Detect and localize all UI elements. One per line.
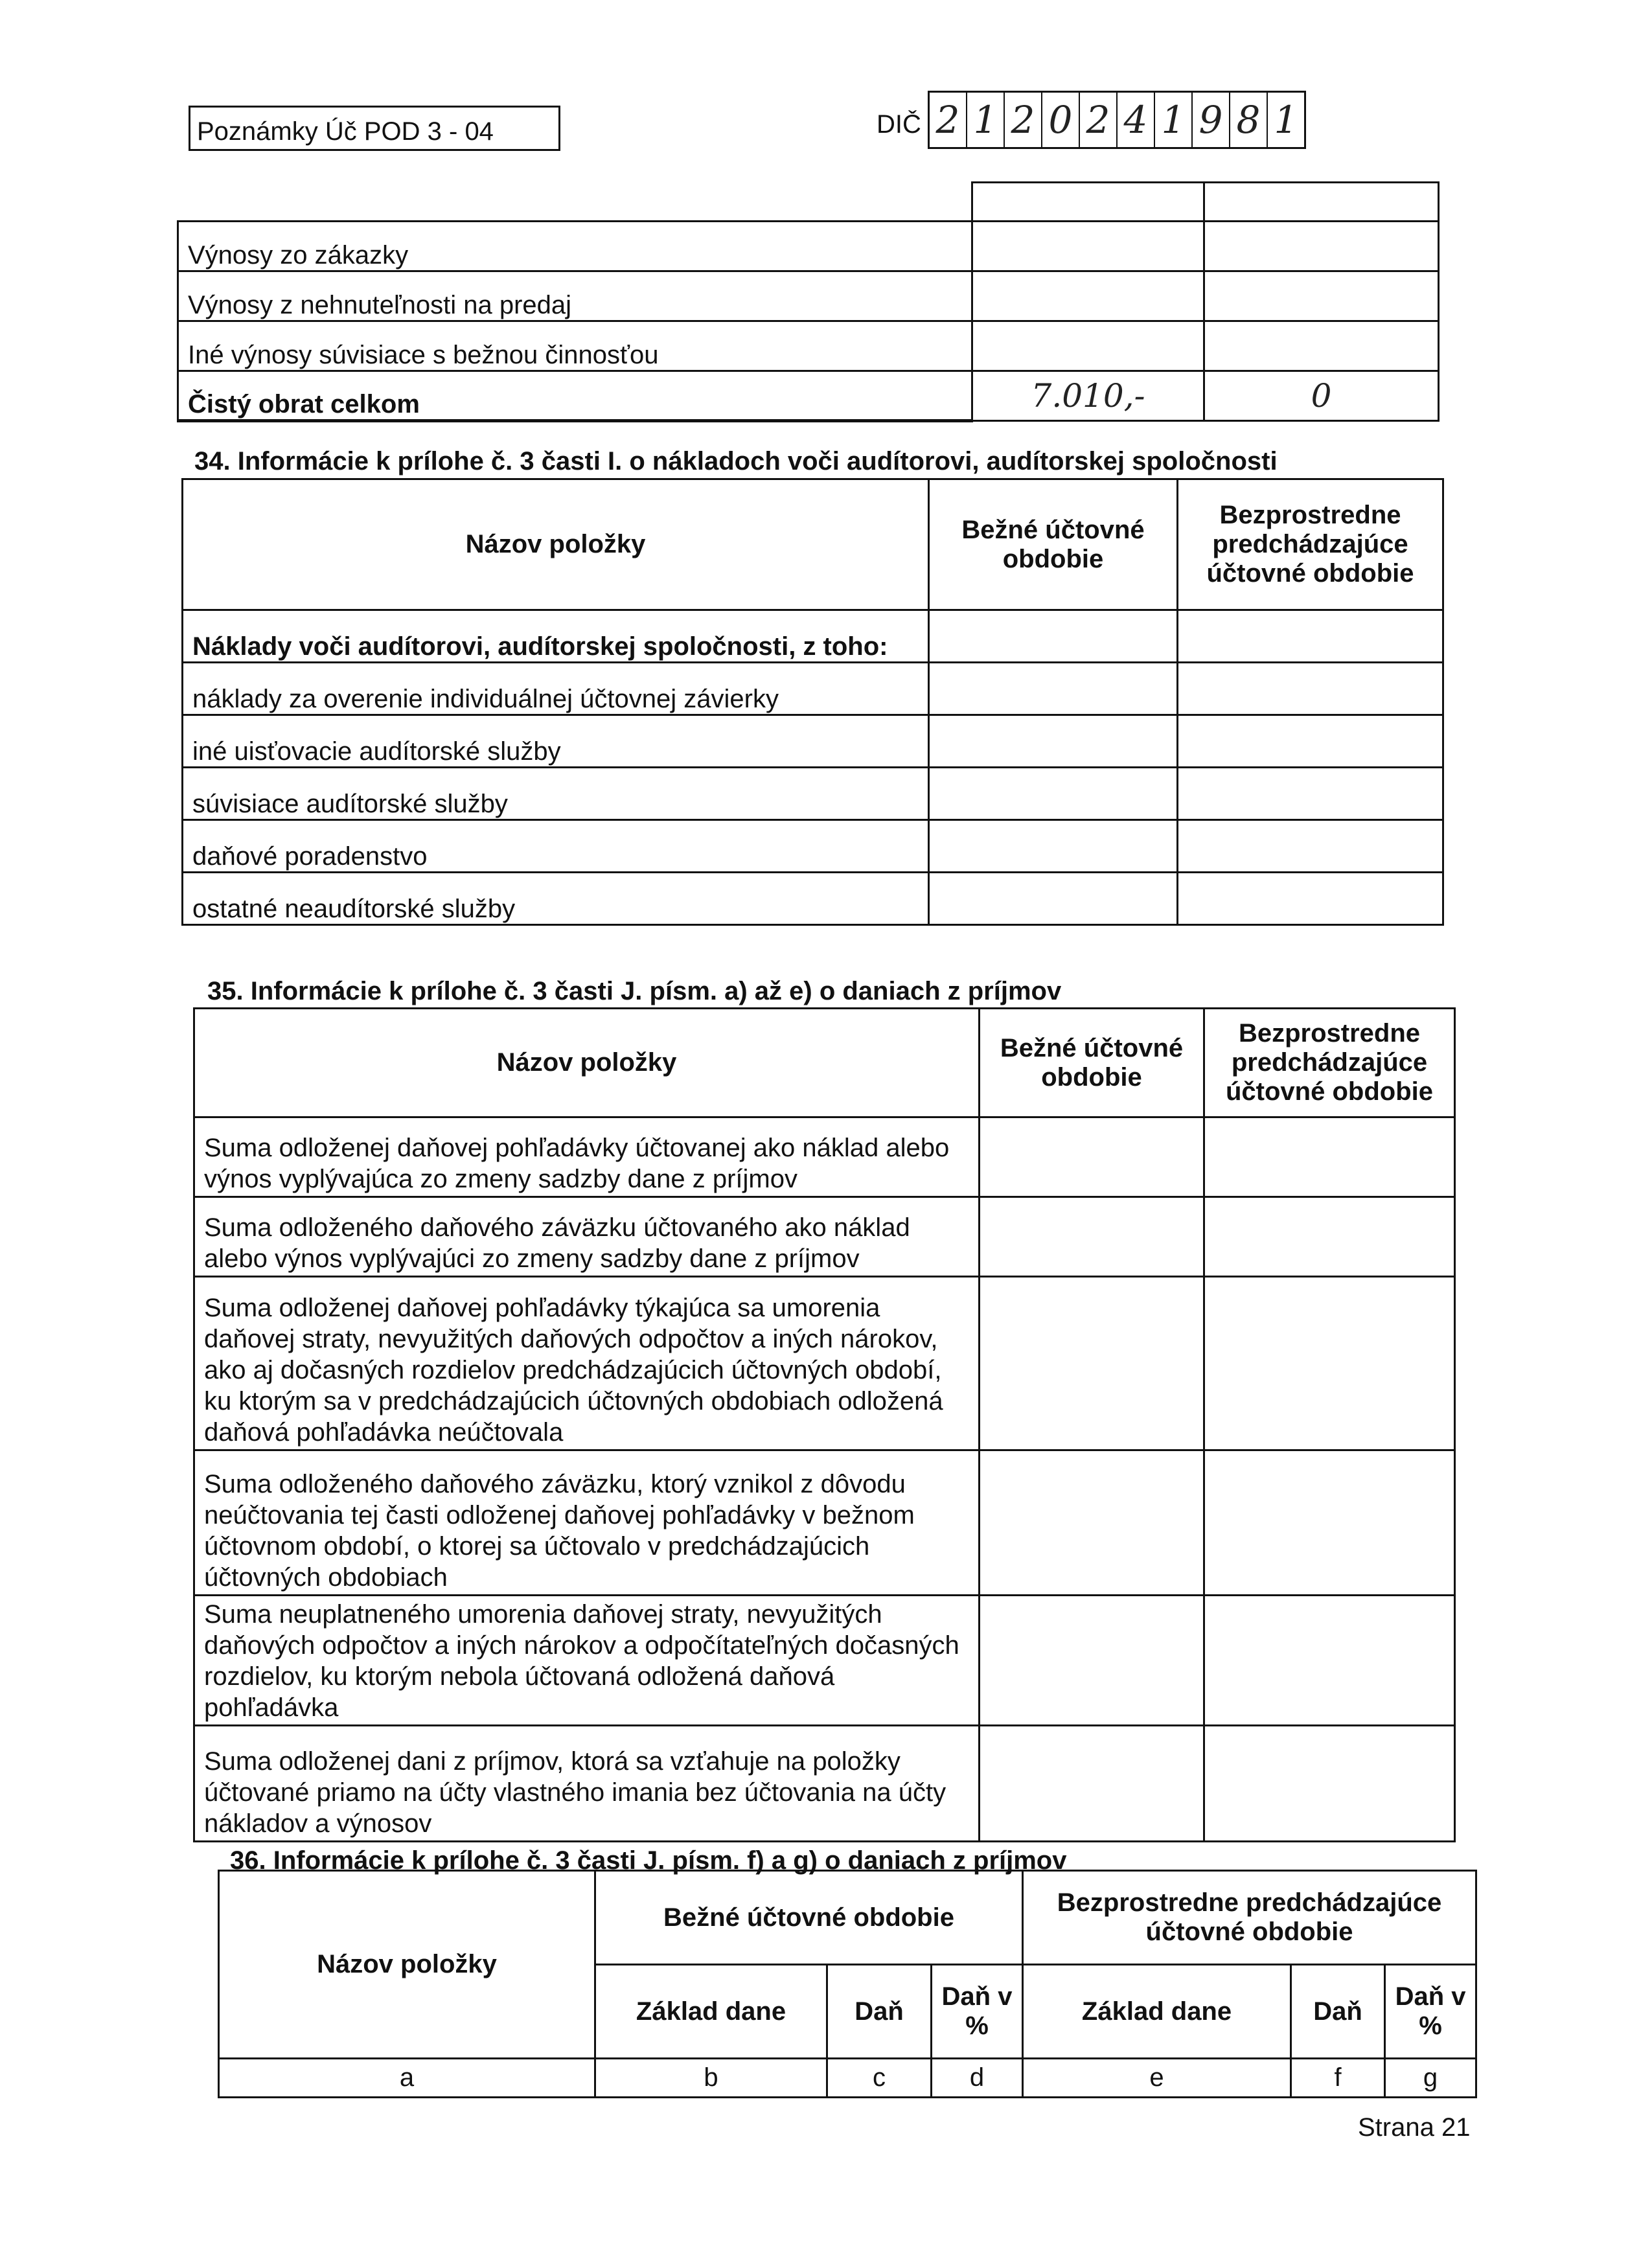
- current-value[interactable]: [980, 1596, 1204, 1726]
- income-tax-rate-table: [218, 1870, 1477, 2098]
- previous-value[interactable]: [1204, 222, 1439, 271]
- row-label: náklady za overenie individuálnej účtovnej závierky: [183, 663, 929, 715]
- sub-header-base: Základ dane: [595, 1965, 827, 2059]
- previous-value[interactable]: [1204, 1450, 1455, 1596]
- form-code-box: [189, 106, 560, 151]
- table-row: [194, 1726, 1455, 1842]
- current-value[interactable]: 7.010,-: [972, 371, 1204, 421]
- dic-digit: 4: [1118, 93, 1155, 147]
- table-row: [178, 222, 1439, 271]
- current-value[interactable]: [929, 873, 1178, 925]
- dic-digit: 1: [1155, 93, 1193, 147]
- col-header-name: Názov položky: [194, 1009, 980, 1117]
- sub-header-pct: Daň v %: [1385, 1965, 1476, 2059]
- current-value[interactable]: [972, 222, 1204, 271]
- row-label: Suma odloženej daňovej pohľadávky týkajúca sa umorenia daňovej straty, nevyužitých daňových odpočtov a iných nárokov, ako aj dočasných rozdielov predchádzajúcich účtovných období, ku ktorým sa v predchádzajúcich účtovných obdobiach odložená daňová pohľadávka neúčtovala: [194, 1277, 980, 1450]
- dic-digit: 2: [1005, 93, 1042, 147]
- row-label: Suma odloženého daňového záväzku, ktorý vznikol z dôvodu neúčtovania tej časti odloženej daňovej pohľadávky v bežnom účtovnom období, o ktorej sa účtovalo v predchádzajúcich účtovných obdobiach: [194, 1450, 980, 1596]
- row-label: Suma odloženej daňovej pohľadávky účtovanej ako náklad alebo výnos vyplývajúca zo zmeny sadzby dane z príjmov: [194, 1117, 980, 1197]
- column-letter: a: [219, 2059, 595, 2098]
- current-value[interactable]: [929, 768, 1178, 820]
- table-row: [178, 271, 1439, 321]
- row-label: Suma odloženého daňového záväzku účtovaného ako náklad alebo výnos vyplývajúci zo zmeny sadzby dane z príjmov: [194, 1197, 980, 1277]
- current-value[interactable]: [972, 271, 1204, 321]
- col-header-current: Bežné účtovné obdobie: [595, 1871, 1023, 1965]
- current-value[interactable]: [980, 1197, 1204, 1277]
- previous-value[interactable]: [1178, 873, 1443, 925]
- column-letter: g: [1385, 2059, 1476, 2098]
- table-row: [194, 1450, 1455, 1596]
- page-number: Strana 21: [1358, 2113, 1471, 2142]
- previous-value[interactable]: 0: [1204, 371, 1439, 421]
- previous-value[interactable]: [1204, 1596, 1455, 1726]
- dic-digit: 1: [967, 93, 1005, 147]
- income-tax-table: [193, 1007, 1456, 1842]
- section-34-title: 34. Informácie k prílohe č. 3 časti I. o nákladoch voči audítorovi, audítorskej spoločnosti: [194, 447, 1278, 475]
- table-row: [183, 873, 1443, 925]
- form-code: Poznámky Úč POD 3 - 04: [197, 117, 494, 146]
- previous-value[interactable]: [1178, 820, 1443, 873]
- col-header-name: Názov položky: [183, 479, 929, 610]
- table-row: [178, 321, 1439, 371]
- previous-value[interactable]: [1204, 321, 1439, 371]
- table-row: [194, 1117, 1455, 1197]
- previous-value[interactable]: [1178, 768, 1443, 820]
- previous-value[interactable]: [1178, 663, 1443, 715]
- current-value[interactable]: [980, 1117, 1204, 1197]
- col-header-current: Bežné účtovné obdobie: [980, 1009, 1204, 1117]
- table-row: [194, 1277, 1455, 1450]
- row-label: Náklady voči audítorovi, audítorskej spoločnosti, z toho:: [183, 610, 929, 663]
- row-label: ostatné neaudítorské služby: [183, 873, 929, 925]
- dic-digit: 1: [1274, 98, 1298, 142]
- row-label: daňové poradenstvo: [183, 820, 929, 873]
- previous-value[interactable]: [1204, 271, 1439, 321]
- col-header-name: Názov položky: [219, 1871, 595, 2059]
- col-header-previous: Bezprostredne predchádzajúce účtovné obdobie: [1178, 479, 1443, 610]
- previous-value[interactable]: [1204, 1117, 1455, 1197]
- row-label: iné uisťovacie audítorské služby: [183, 715, 929, 768]
- column-letter: b: [595, 2059, 827, 2098]
- table-row: [178, 371, 1439, 421]
- dic-digit: 2: [930, 93, 967, 147]
- dic-digit: 2: [1080, 93, 1118, 147]
- column-letter: e: [1023, 2059, 1291, 2098]
- current-value[interactable]: [980, 1450, 1204, 1596]
- col-header-previous: Bezprostredne predchádzajúce účtovné obdobie: [1204, 1009, 1455, 1117]
- row-label: Výnosy z nehnuteľnosti na predaj: [178, 271, 972, 321]
- row-label: Suma neuplatneného umorenia daňovej straty, nevyužitých daňových odpočtov a iných nárokov a odpočítateľných dočasných rozdielov, ku ktorým nebola účtovaná odložená daňová pohľadávka: [194, 1596, 980, 1726]
- row-label: Čistý obrat celkom: [178, 371, 972, 421]
- dic-digit: 8: [1230, 93, 1268, 147]
- table-row: [183, 663, 1443, 715]
- current-value[interactable]: [929, 610, 1178, 663]
- col-header-previous: Bezprostredne predchádzajúce účtovné obdobie: [1023, 1871, 1476, 1965]
- previous-value[interactable]: [1204, 1277, 1455, 1450]
- sub-header-tax: Daň: [1291, 1965, 1385, 2059]
- col-header-current: Bežné účtovné obdobie: [929, 479, 1178, 610]
- sub-header-base: Základ dane: [1023, 1965, 1291, 2059]
- table-row: [194, 1596, 1455, 1726]
- current-value[interactable]: [980, 1726, 1204, 1842]
- previous-value[interactable]: [1178, 715, 1443, 768]
- row-label: Suma odloženej dani z príjmov, ktorá sa vzťahuje na položky účtované priamo na účty vlastného imania bez účtovania na účty nákladov a výnosov: [194, 1726, 980, 1842]
- current-value[interactable]: [929, 715, 1178, 768]
- dic-field[interactable]: [928, 91, 1306, 149]
- column-letter: c: [827, 2059, 932, 2098]
- row-label: súvisiace audítorské služby: [183, 768, 929, 820]
- table-row: [183, 715, 1443, 768]
- table-row: [194, 1197, 1455, 1277]
- current-value[interactable]: [980, 1277, 1204, 1450]
- dic-digit: 9: [1193, 93, 1230, 147]
- revenue-table: [177, 181, 1440, 422]
- auditor-costs-table: [181, 478, 1444, 926]
- section-36-title: 36. Informácie k prílohe č. 3 časti J. písm. f) a g) o daniach z príjmov: [230, 1846, 1067, 1875]
- previous-value[interactable]: [1178, 610, 1443, 663]
- previous-value[interactable]: [1204, 1197, 1455, 1277]
- table-row: [183, 768, 1443, 820]
- dic-digit: 0: [1042, 93, 1080, 147]
- current-value[interactable]: [929, 820, 1178, 873]
- table-row: [183, 610, 1443, 663]
- sub-header-pct: Daň v %: [932, 1965, 1023, 2059]
- previous-value[interactable]: [1204, 1726, 1455, 1842]
- table-row: [183, 820, 1443, 873]
- column-letter: f: [1291, 2059, 1385, 2098]
- section-35-title: 35. Informácie k prílohe č. 3 časti J. písm. a) až e) o daniach z príjmov: [207, 977, 1062, 1005]
- sub-header-tax: Daň: [827, 1965, 932, 2059]
- row-label: Výnosy zo zákazky: [178, 222, 972, 271]
- row-label: Iné výnosy súvisiace s bežnou činnosťou: [178, 321, 972, 371]
- current-value[interactable]: [972, 321, 1204, 371]
- dic-label: DIČ: [877, 110, 921, 139]
- current-value[interactable]: [929, 663, 1178, 715]
- column-letter: d: [932, 2059, 1023, 2098]
